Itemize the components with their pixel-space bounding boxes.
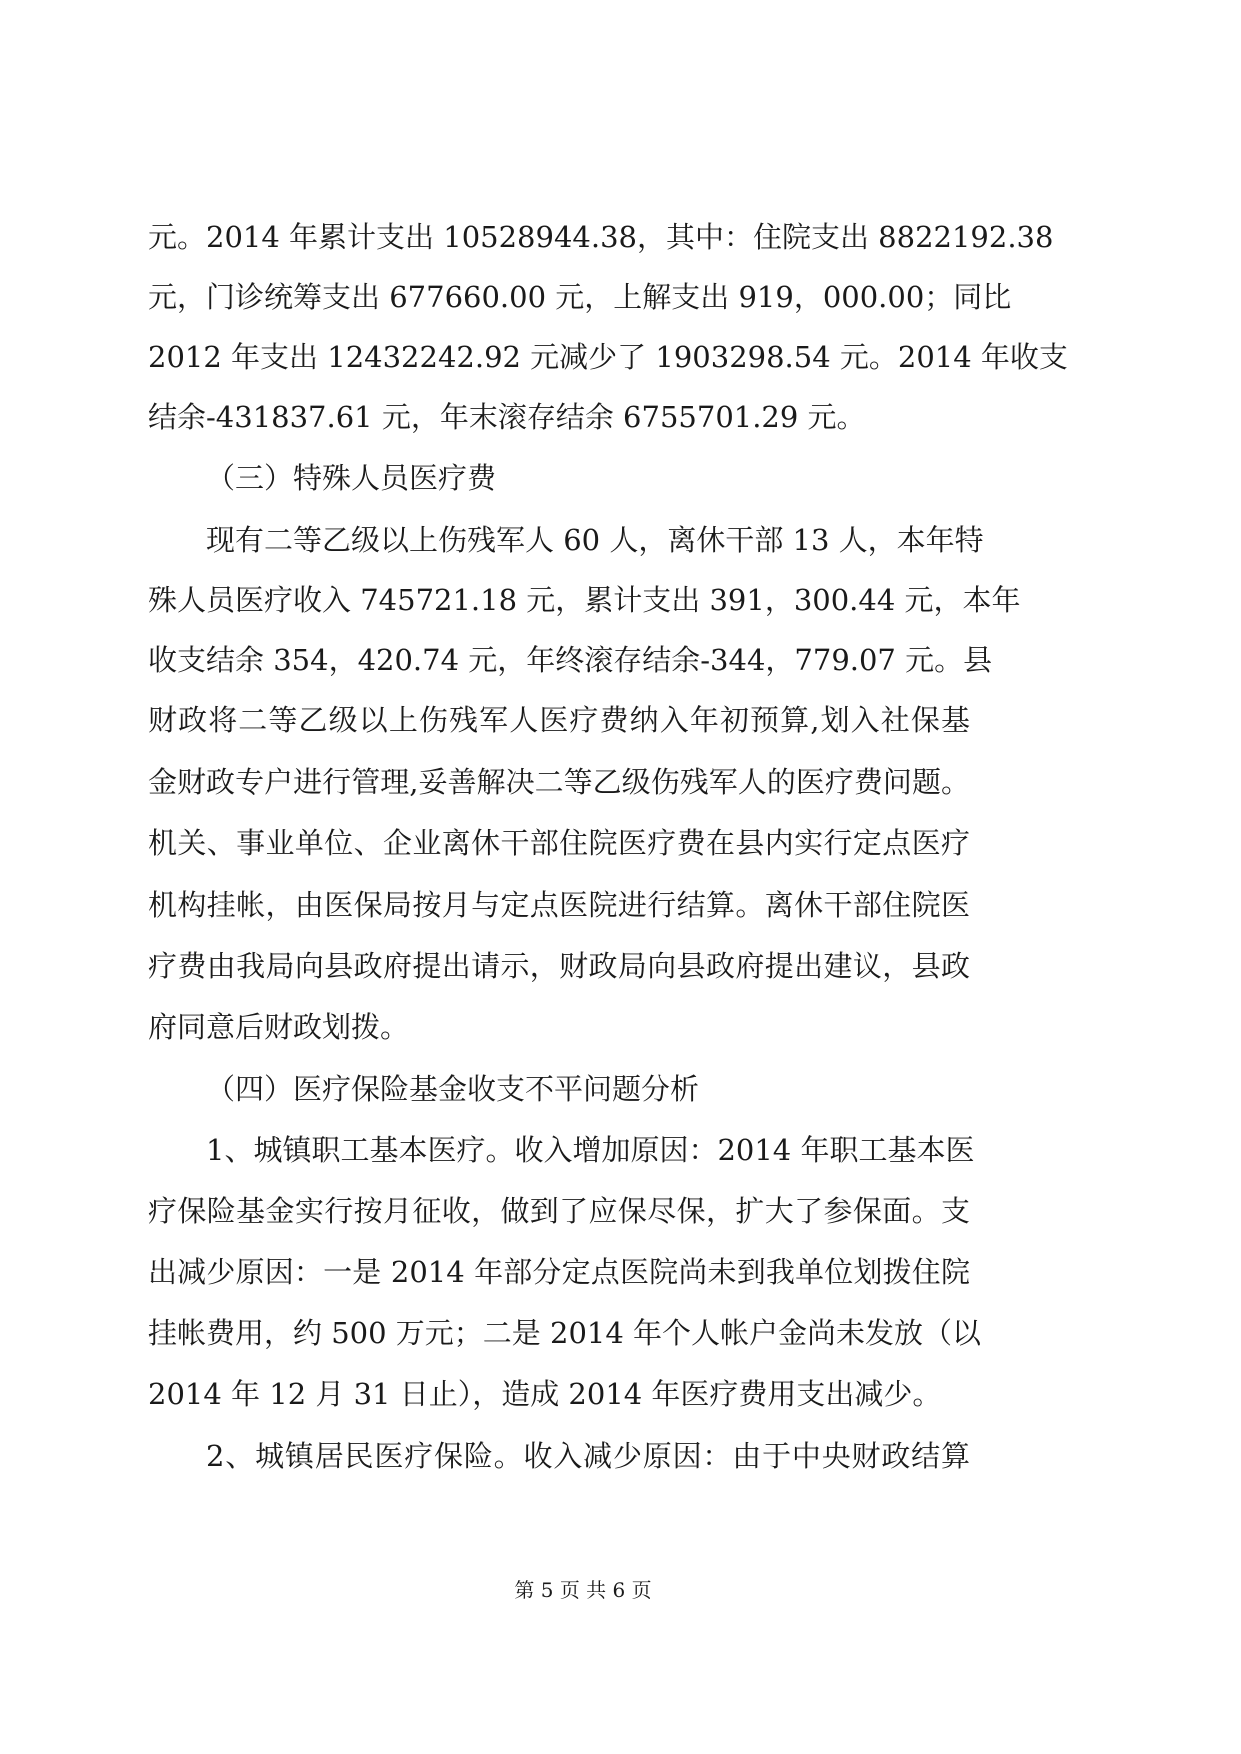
body-line: 府同意后财政划拨。 [148, 1010, 410, 1044]
body-line: 2、城镇居民医疗保险。收入减少原因：由于中央财政结算 [206, 1439, 970, 1473]
body-line: 机关、事业单位、企业离休干部住院医疗费在县内实行定点医疗 [148, 826, 970, 860]
body-line: 元。2014 年累计支出 10528944.38，其中：住院支出 8822192.38 [148, 220, 1054, 254]
body-line: 财政将二等乙级以上伤残军人医疗费纳入年初预算,划入社保基 [148, 703, 970, 737]
body-line: 现有二等乙级以上伤残军人 60 人，离休干部 13 人，本年特 [206, 523, 984, 557]
body-line: 元，门诊统筹支出 677660.00 元，上解支出 919，000.00；同比 [148, 280, 1012, 314]
page-number-footer: 第 5 页 共 6 页 [514, 1578, 652, 1602]
body-line: 挂帐费用，约 500 万元；二是 2014 年个人帐户金尚未发放（以 [148, 1316, 982, 1350]
body-line: 2014 年 12 月 31 日止），造成 2014 年医疗费用支出减少。 [148, 1377, 942, 1411]
body-line: 金财政专户进行管理,妥善解决二等乙级伤残军人的医疗费问题。 [148, 765, 970, 799]
section-heading: （三）特殊人员医疗费 [206, 461, 497, 495]
body-line: 出减少原因：一是 2014 年部分定点医院尚未到我单位划拨住院 [148, 1255, 970, 1289]
body-line: 结余-431837.61 元，年末滚存结余 6755701.29 元。 [148, 400, 866, 434]
body-line: 殊人员医疗收入 745721.18 元，累计支出 391，300.44 元，本年 [148, 583, 1021, 617]
body-line: 1、城镇职工基本医疗。收入增加原因：2014 年职工基本医 [206, 1133, 975, 1167]
body-line: 疗费由我局向县政府提出请示，财政局向县政府提出建议，县政 [148, 949, 970, 983]
section-heading: （四）医疗保险基金收支不平问题分析 [206, 1072, 700, 1106]
body-line: 疗保险基金实行按月征收，做到了应保尽保，扩大了参保面。支 [148, 1194, 970, 1228]
body-line: 机构挂帐，由医保局按月与定点医院进行结算。离休干部住院医 [148, 888, 970, 922]
body-line: 2012 年支出 12432242.92 元减少了 1903298.54 元。2014 年收支 [148, 340, 1068, 374]
body-line: 收支结余 354，420.74 元，年终滚存结余-344，779.07 元。县 [148, 643, 993, 677]
